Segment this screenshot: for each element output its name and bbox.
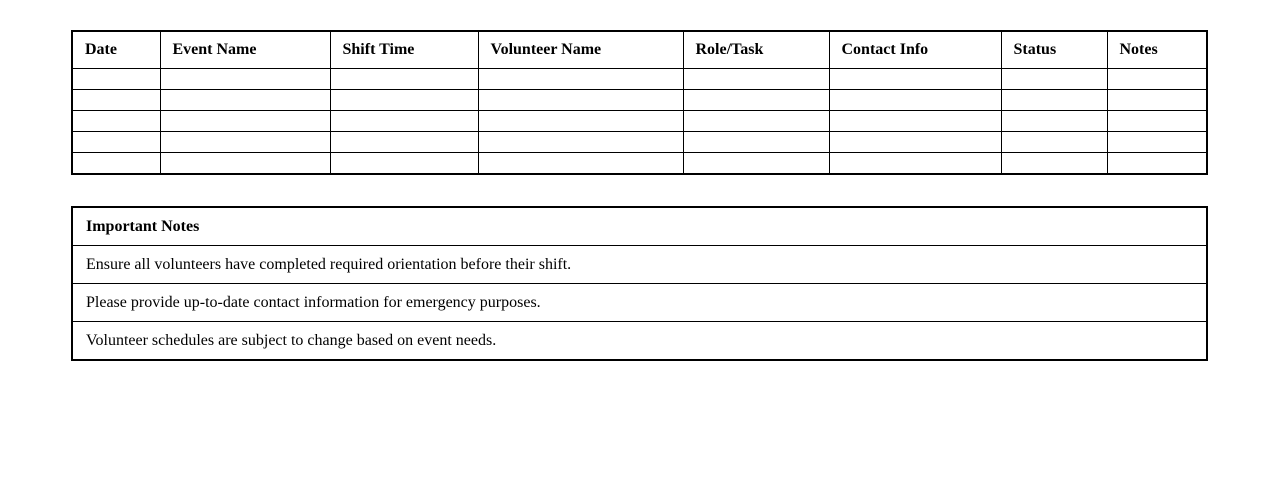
column-header-role-task: Role/Task [683, 31, 829, 69]
empty-cell [1107, 132, 1207, 153]
empty-cell [330, 90, 478, 111]
schedule-empty-row [72, 132, 1207, 153]
empty-cell [1001, 111, 1107, 132]
notes-title-row [72, 207, 1207, 246]
empty-cell [1001, 90, 1107, 111]
empty-cell [1001, 132, 1107, 153]
column-header-date: Date [72, 31, 160, 69]
column-header-volunteer-name: Volunteer Name [478, 31, 683, 69]
empty-cell [1107, 111, 1207, 132]
schedule-empty-row [72, 153, 1207, 175]
empty-cell [683, 111, 829, 132]
notes-section-title: Important Notes [72, 207, 1207, 246]
empty-cell [1001, 153, 1107, 175]
empty-cell [72, 69, 160, 90]
schedule-empty-row [72, 111, 1207, 132]
note-row [72, 322, 1207, 361]
empty-cell [330, 69, 478, 90]
column-header-shift-time: Shift Time [330, 31, 478, 69]
empty-cell [330, 132, 478, 153]
empty-cell [683, 90, 829, 111]
empty-cell [1107, 69, 1207, 90]
empty-cell [683, 69, 829, 90]
empty-cell [829, 153, 1001, 175]
empty-cell [1107, 153, 1207, 175]
empty-cell [160, 69, 330, 90]
empty-cell [160, 132, 330, 153]
empty-cell [1001, 69, 1107, 90]
empty-cell [72, 132, 160, 153]
schedule-empty-row [72, 90, 1207, 111]
empty-cell [330, 153, 478, 175]
note-row [72, 284, 1207, 322]
empty-cell [160, 111, 330, 132]
empty-cell [829, 132, 1001, 153]
empty-cell [478, 69, 683, 90]
empty-cell [829, 69, 1001, 90]
empty-cell [478, 132, 683, 153]
column-header-status: Status [1001, 31, 1107, 69]
note-row [72, 246, 1207, 284]
important-notes-table [71, 206, 1208, 361]
empty-cell [683, 132, 829, 153]
empty-cell [478, 153, 683, 175]
schedule-empty-row [72, 69, 1207, 90]
empty-cell [160, 153, 330, 175]
empty-cell [829, 111, 1001, 132]
empty-cell [1107, 90, 1207, 111]
empty-cell [330, 111, 478, 132]
empty-cell [72, 153, 160, 175]
note-text: Ensure all volunteers have completed required orientation before their shift. [72, 246, 1207, 284]
schedule-header-row [72, 31, 1207, 69]
empty-cell [478, 90, 683, 111]
empty-cell [72, 111, 160, 132]
volunteer-schedule-table [71, 30, 1208, 175]
note-text: Volunteer schedules are subject to change based on event needs. [72, 322, 1207, 361]
empty-cell [683, 153, 829, 175]
empty-cell [829, 90, 1001, 111]
column-header-notes: Notes [1107, 31, 1207, 69]
column-header-event-name: Event Name [160, 31, 330, 69]
column-header-contact-info: Contact Info [829, 31, 1001, 69]
note-text: Please provide up-to-date contact information for emergency purposes. [72, 284, 1207, 322]
empty-cell [72, 90, 160, 111]
empty-cell [478, 111, 683, 132]
empty-cell [160, 90, 330, 111]
